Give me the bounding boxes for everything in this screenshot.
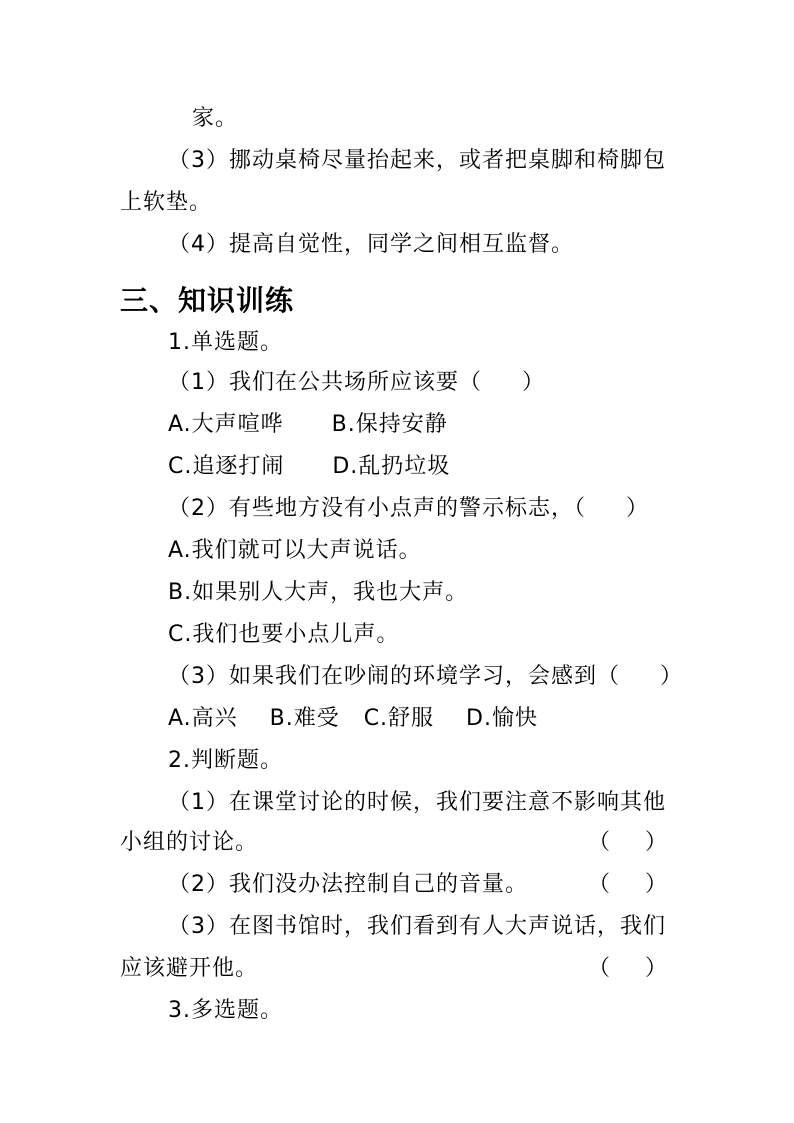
- tf-q2-answer-blank: （ ）: [588, 872, 667, 897]
- multi-choice-heading: 3.多选题。: [168, 998, 283, 1023]
- single-q2-option-b: B.如果别人大声，我也大声。: [168, 580, 469, 605]
- section-title: 三、知识训练: [120, 284, 295, 317]
- tf-q3-answer-blank: （ ）: [588, 956, 667, 981]
- single-q1-options-row-2: C.追逐打闹 D.乱扔垃圾: [168, 454, 451, 479]
- item-4: （4）提高自觉性，同学之间相互监督。: [168, 232, 574, 257]
- item-3-line-2: 上软垫。: [120, 190, 213, 215]
- single-q1-stem: （1）我们在公共场所应该要（ ）: [168, 370, 545, 395]
- single-q2-option-c: C.我们也要小点儿声。: [168, 622, 400, 647]
- continuation-tail: 家。: [192, 106, 239, 131]
- single-choice-heading: 1.单选题。: [168, 330, 283, 355]
- tf-q1-answer-blank: （ ）: [588, 830, 667, 855]
- tf-q1-line-1: （1）在课堂讨论的时候，我们要注意不影响其他: [168, 790, 666, 815]
- tf-q1-line-2: 小组的讨论。: [120, 830, 259, 855]
- single-q2-stem: （2）有些地方没有小点声的警示标志，（ ）: [168, 496, 649, 521]
- tf-q3-line-2: 应该避开他。: [120, 956, 259, 981]
- item-3-line-1: （3）挪动桌椅尽量抬起来，或者把桌脚和椅脚包: [168, 148, 666, 173]
- tf-q3-line-1: （3）在图书馆时，我们看到有人大声说话，我们: [168, 914, 666, 939]
- tf-q2: （2）我们没办法控制自己的音量。: [168, 872, 528, 897]
- single-q1-options-row-1: A.大声喧哗 B.保持安静: [168, 412, 448, 437]
- single-q3-options: A.高兴 B.难受 C.舒服 D.愉快: [168, 706, 538, 731]
- single-q3-stem: （3）如果我们在吵闹的环境学习，会感到（ ）: [168, 664, 683, 689]
- single-q2-option-a: A.我们就可以大声说话。: [168, 538, 422, 563]
- true-false-heading: 2.判断题。: [168, 748, 283, 773]
